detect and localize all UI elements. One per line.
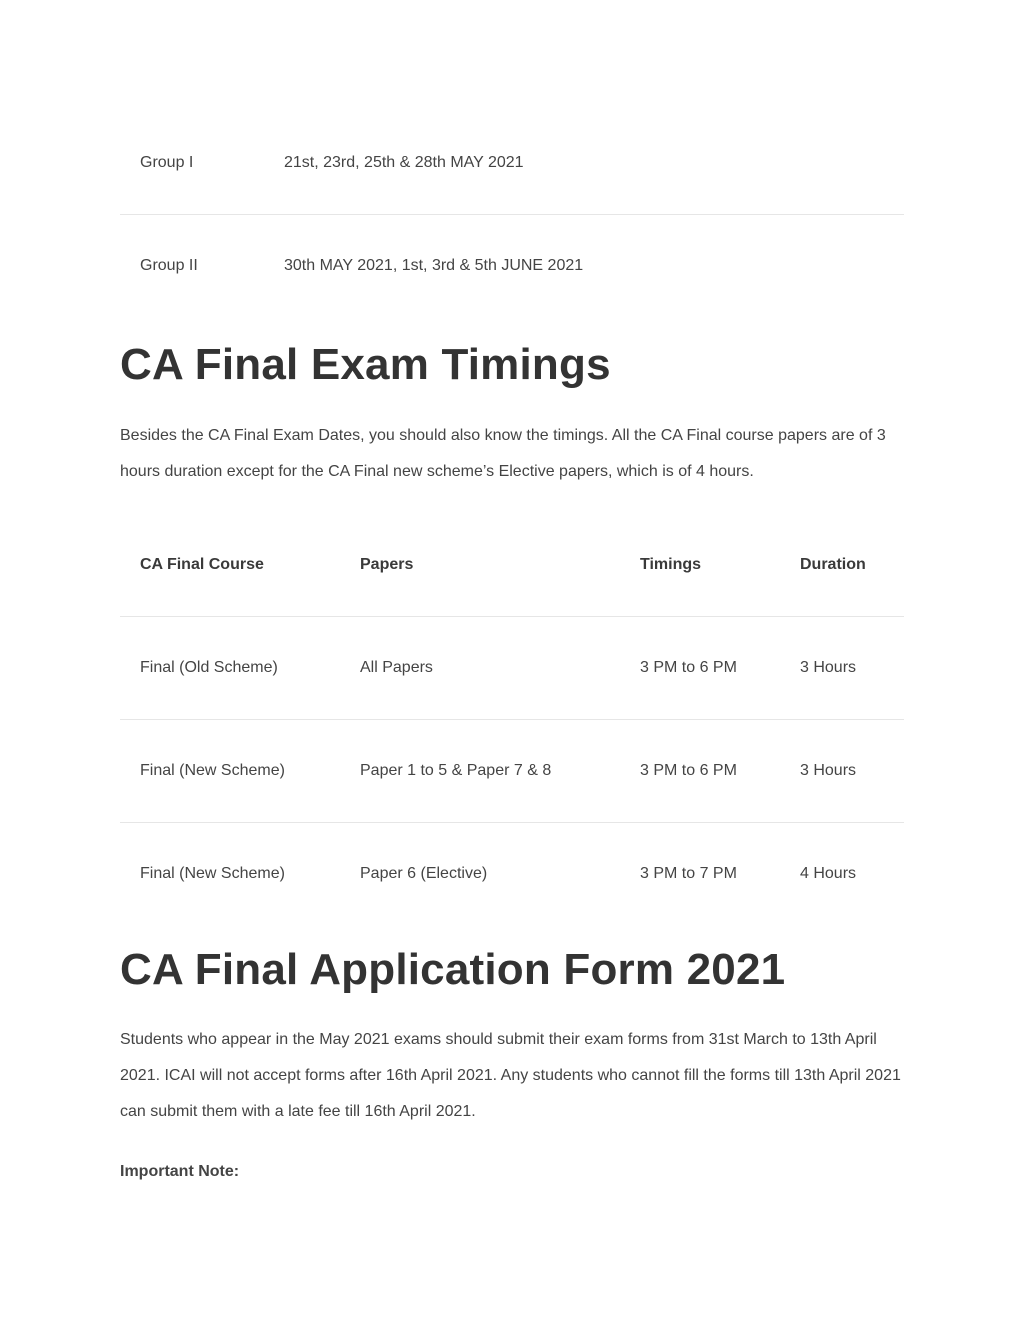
table-cell: Paper 1 to 5 & Paper 7 & 8 (360, 762, 552, 779)
application-paragraph: Students who appear in the May 2021 exams should submit their exam forms from 31st March to 13th April 2021. ICAI will not accept forms after 16th April 2021. Any students who cannot fill the forms till 13th April 2021 can submit them with a late fee till 16th April 2021. (120, 1031, 901, 1120)
table-row (120, 215, 904, 317)
table-cell: 3 Hours (800, 762, 857, 779)
table-row (120, 720, 904, 823)
dates-cell: 21st, 23rd, 25th & 28th MAY 2021 (284, 154, 524, 171)
column-header: Duration (800, 556, 866, 573)
table-cell: 3 PM to 6 PM (640, 762, 737, 779)
table-cell: Final (New Scheme) (140, 762, 285, 779)
important-note-label: Important Note: (120, 1163, 240, 1180)
column-header: CA Final Course (140, 556, 264, 573)
table-row (120, 617, 904, 720)
dates-cell: 30th MAY 2021, 1st, 3rd & 5th JUNE 2021 (284, 257, 584, 274)
table-header-row (120, 514, 904, 617)
timings-paragraph: Besides the CA Final Exam Dates, you should also know the timings. All the CA Final course papers are of 3 hours duration except for the CA Final new scheme’s Elective papers, which is of 4 hours. (120, 427, 886, 480)
table-cell: 4 Hours (800, 865, 857, 882)
table-cell: Paper 6 (Elective) (360, 865, 488, 882)
table-cell: 3 PM to 7 PM (640, 865, 737, 882)
section-heading-exam-timings: CA Final Exam Timings (120, 340, 611, 389)
group-cell: Group I (140, 154, 194, 171)
table-cell: Final (Old Scheme) (140, 659, 278, 676)
group-cell: Group II (140, 257, 198, 274)
table-cell: 3 Hours (800, 659, 857, 676)
column-header: Timings (640, 556, 702, 573)
exam-timings-table (120, 514, 904, 925)
table-cell: Final (New Scheme) (140, 865, 285, 882)
table-cell: All Papers (360, 659, 433, 676)
section-heading-application-form: CA Final Application Form 2021 (120, 945, 786, 994)
column-header: Papers (360, 556, 414, 573)
table-row (120, 112, 904, 215)
table-row (120, 823, 904, 925)
table-cell: 3 PM to 6 PM (640, 659, 737, 676)
group-schedule-table (120, 112, 904, 317)
